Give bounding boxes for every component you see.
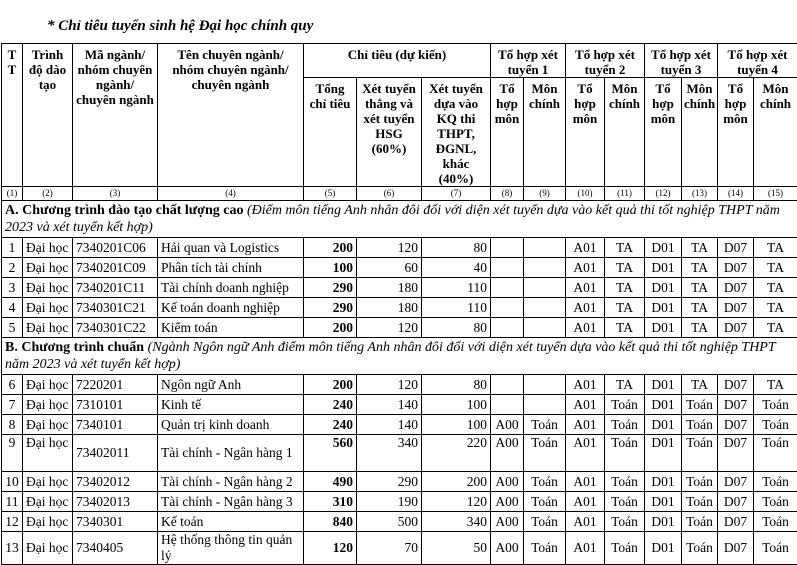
table-row bbox=[2, 395, 797, 415]
row-code: 7340301C21 bbox=[73, 298, 158, 318]
row-name: Kiểm toán bbox=[158, 318, 304, 338]
table-row bbox=[2, 415, 797, 435]
row-main-3: TA bbox=[682, 375, 718, 395]
row-main-4: Toán bbox=[754, 492, 797, 512]
row-main-2: Toán bbox=[605, 415, 645, 435]
row-combo-2: A01 bbox=[566, 435, 605, 472]
row-total: 200 bbox=[304, 318, 357, 338]
row-main-1: Toán bbox=[524, 532, 566, 565]
row-main-3: Toán bbox=[682, 435, 718, 472]
row-direct: 340 bbox=[357, 435, 422, 472]
row-direct: 180 bbox=[357, 298, 422, 318]
section-header bbox=[2, 338, 797, 375]
row-tt: 1 bbox=[2, 238, 23, 258]
row-combo-3: D01 bbox=[645, 492, 682, 512]
column-number-row bbox=[2, 187, 797, 201]
row-main-1 bbox=[524, 258, 566, 278]
row-direct: 120 bbox=[357, 318, 422, 338]
row-level: Đại học bbox=[23, 298, 73, 318]
table-row bbox=[2, 318, 797, 338]
table-row bbox=[2, 492, 797, 512]
header-main-4: Môn chính bbox=[754, 78, 797, 187]
row-tt: 7 bbox=[2, 395, 23, 415]
row-name: Tài chính doanh nghiệp bbox=[158, 278, 304, 298]
row-combo-4: D07 bbox=[718, 512, 754, 532]
col-number: (1) bbox=[2, 187, 23, 201]
row-name: Kinh tế bbox=[158, 395, 304, 415]
row-main-4: Toán bbox=[754, 415, 797, 435]
row-main-2: TA bbox=[605, 238, 645, 258]
row-combo-4: D07 bbox=[718, 415, 754, 435]
row-name: Quản trị kinh doanh bbox=[158, 415, 304, 435]
row-main-2: Toán bbox=[605, 512, 645, 532]
row-combo-3: D01 bbox=[645, 298, 682, 318]
row-total: 560 bbox=[304, 435, 357, 472]
col-number: (13) bbox=[682, 187, 718, 201]
row-main-3: Toán bbox=[682, 395, 718, 415]
row-main-1: Toán bbox=[524, 512, 566, 532]
header-level: Trình độ dào tạo bbox=[23, 44, 73, 187]
row-combo-1 bbox=[491, 318, 524, 338]
row-combo-1 bbox=[491, 278, 524, 298]
row-code: 7340405 bbox=[73, 532, 158, 565]
row-tt: 6 bbox=[2, 375, 23, 395]
row-level: Đại học bbox=[23, 318, 73, 338]
row-combo-4: D07 bbox=[718, 435, 754, 472]
row-tt: 12 bbox=[2, 512, 23, 532]
row-main-3: Toán bbox=[682, 415, 718, 435]
col-number: (8) bbox=[491, 187, 524, 201]
header-quota-exam: Xét tuyển dựa vào KQ thi THPT, ĐGNL, khác (40%) bbox=[422, 78, 491, 187]
row-code: 7340201C09 bbox=[73, 258, 158, 278]
table-row bbox=[2, 532, 797, 565]
row-name: Tài chính - Ngân hàng 3 bbox=[158, 492, 304, 512]
table-row bbox=[2, 512, 797, 532]
header-combo-group-2: Tổ hợp xét tuyển 2 bbox=[566, 44, 645, 78]
row-level: Đại học bbox=[23, 435, 73, 472]
header-quota-group: Chỉ tiêu (dự kiến) bbox=[304, 44, 491, 78]
header-combo-4: Tổ hợp môn bbox=[718, 78, 754, 187]
row-main-3: Toán bbox=[682, 492, 718, 512]
row-combo-3: D01 bbox=[645, 258, 682, 278]
row-main-2: Toán bbox=[605, 492, 645, 512]
row-main-2: TA bbox=[605, 258, 645, 278]
col-number: (7) bbox=[422, 187, 491, 201]
row-combo-4: D07 bbox=[718, 258, 754, 278]
row-direct: 190 bbox=[357, 492, 422, 512]
row-direct: 120 bbox=[357, 238, 422, 258]
row-direct: 70 bbox=[357, 532, 422, 565]
row-combo-3: D01 bbox=[645, 435, 682, 472]
row-main-1: Toán bbox=[524, 435, 566, 472]
row-main-4: Toán bbox=[754, 435, 797, 472]
header-combo-2: Tổ hợp môn bbox=[566, 78, 605, 187]
row-total: 200 bbox=[304, 375, 357, 395]
row-exam: 40 bbox=[422, 258, 491, 278]
row-main-2: Toán bbox=[605, 472, 645, 492]
row-main-1 bbox=[524, 278, 566, 298]
header-quota-total: Tổng chỉ tiêu bbox=[304, 78, 357, 187]
row-combo-4: D07 bbox=[718, 532, 754, 565]
row-direct: 180 bbox=[357, 278, 422, 298]
row-exam: 80 bbox=[422, 238, 491, 258]
row-combo-2: A01 bbox=[566, 472, 605, 492]
row-exam: 100 bbox=[422, 415, 491, 435]
row-total: 100 bbox=[304, 258, 357, 278]
row-total: 290 bbox=[304, 298, 357, 318]
row-tt: 3 bbox=[2, 278, 23, 298]
table-header bbox=[2, 44, 797, 201]
row-tt: 13 bbox=[2, 532, 23, 565]
table-row bbox=[2, 375, 797, 395]
row-tt: 9 bbox=[2, 435, 23, 472]
row-total: 840 bbox=[304, 512, 357, 532]
row-main-3: Toán bbox=[682, 512, 718, 532]
row-code: 7340101 bbox=[73, 415, 158, 435]
row-combo-2: A01 bbox=[566, 238, 605, 258]
row-name: Phân tích tài chính bbox=[158, 258, 304, 278]
header-name: Tên chuyên ngành/ nhóm chuyên ngành/ chuyên ngành bbox=[158, 44, 304, 187]
row-main-4: Toán bbox=[754, 395, 797, 415]
row-main-1 bbox=[524, 395, 566, 415]
row-name: Kế toán doanh nghiệp bbox=[158, 298, 304, 318]
row-combo-4: D07 bbox=[718, 492, 754, 512]
row-name: Kế toán bbox=[158, 512, 304, 532]
table-row bbox=[2, 298, 797, 318]
row-level: Đại học bbox=[23, 238, 73, 258]
row-exam: 340 bbox=[422, 512, 491, 532]
row-exam: 110 bbox=[422, 278, 491, 298]
row-main-4: Toán bbox=[754, 472, 797, 492]
row-combo-2: A01 bbox=[566, 395, 605, 415]
row-level: Đại học bbox=[23, 375, 73, 395]
row-combo-2: A01 bbox=[566, 258, 605, 278]
row-direct: 60 bbox=[357, 258, 422, 278]
row-main-4: TA bbox=[754, 278, 797, 298]
row-total: 200 bbox=[304, 238, 357, 258]
row-main-2: TA bbox=[605, 375, 645, 395]
row-main-3: TA bbox=[682, 298, 718, 318]
row-main-4: TA bbox=[754, 375, 797, 395]
row-direct: 140 bbox=[357, 395, 422, 415]
header-tt: T T bbox=[2, 44, 23, 187]
row-main-4: Toán bbox=[754, 532, 797, 565]
header-combo-1: Tổ hợp môn bbox=[491, 78, 524, 187]
section-note: (Điểm môn tiếng Anh nhân đôi đối với diện xét tuyển dựa vào kết quả thi tốt nghiệp THPT năm 2023 và xét tuyển kết hợp) bbox=[5, 203, 780, 235]
table-row bbox=[2, 435, 797, 472]
row-main-2: TA bbox=[605, 278, 645, 298]
row-direct: 500 bbox=[357, 512, 422, 532]
col-number: (3) bbox=[73, 187, 158, 201]
row-combo-3: D01 bbox=[645, 512, 682, 532]
admission-quota-table bbox=[1, 43, 797, 565]
row-name: Tài chính - Ngân hàng 1 bbox=[158, 435, 304, 472]
row-main-4: Toán bbox=[754, 512, 797, 532]
table-row bbox=[2, 278, 797, 298]
row-total: 240 bbox=[304, 415, 357, 435]
row-combo-1 bbox=[491, 375, 524, 395]
row-level: Đại học bbox=[23, 415, 73, 435]
row-combo-1: A00 bbox=[491, 532, 524, 565]
row-combo-1 bbox=[491, 395, 524, 415]
row-total: 290 bbox=[304, 278, 357, 298]
row-tt: 8 bbox=[2, 415, 23, 435]
row-code: 7220201 bbox=[73, 375, 158, 395]
header-quota-direct: Xét tuyển thẳng và xét tuyển HSG (60%) bbox=[357, 78, 422, 187]
row-tt: 5 bbox=[2, 318, 23, 338]
row-combo-1: A00 bbox=[491, 492, 524, 512]
row-main-4: TA bbox=[754, 258, 797, 278]
row-combo-1: A00 bbox=[491, 415, 524, 435]
row-combo-4: D07 bbox=[718, 472, 754, 492]
row-main-1: Toán bbox=[524, 415, 566, 435]
col-number: (5) bbox=[304, 187, 357, 201]
row-exam: 100 bbox=[422, 395, 491, 415]
row-exam: 80 bbox=[422, 318, 491, 338]
row-combo-3: D01 bbox=[645, 278, 682, 298]
row-name: Ngôn ngữ Anh bbox=[158, 375, 304, 395]
row-exam: 220 bbox=[422, 435, 491, 472]
row-exam: 50 bbox=[422, 532, 491, 565]
row-combo-3: D01 bbox=[645, 395, 682, 415]
row-main-2: TA bbox=[605, 298, 645, 318]
row-combo-2: A01 bbox=[566, 375, 605, 395]
row-combo-1: A00 bbox=[491, 512, 524, 532]
header-combo-group-4: Tổ hợp xét tuyển 4 bbox=[718, 44, 797, 78]
row-level: Đại học bbox=[23, 512, 73, 532]
row-combo-3: D01 bbox=[645, 375, 682, 395]
row-combo-3: D01 bbox=[645, 415, 682, 435]
row-combo-2: A01 bbox=[566, 512, 605, 532]
row-main-2: Toán bbox=[605, 532, 645, 565]
header-combo-3: Tổ hợp môn bbox=[645, 78, 682, 187]
row-direct: 140 bbox=[357, 415, 422, 435]
row-combo-4: D07 bbox=[718, 278, 754, 298]
table-row bbox=[2, 472, 797, 492]
row-tt: 4 bbox=[2, 298, 23, 318]
row-code: 73402013 bbox=[73, 492, 158, 512]
col-number: (9) bbox=[524, 187, 566, 201]
header-main-1: Môn chính bbox=[524, 78, 566, 187]
row-code: 7340301C22 bbox=[73, 318, 158, 338]
row-total: 490 bbox=[304, 472, 357, 492]
row-main-3: TA bbox=[682, 278, 718, 298]
row-main-3: Toán bbox=[682, 472, 718, 492]
row-main-4: TA bbox=[754, 298, 797, 318]
row-main-2: Toán bbox=[605, 395, 645, 415]
section-title: B. Chương trình chuẩn bbox=[5, 340, 144, 355]
row-combo-4: D07 bbox=[718, 395, 754, 415]
row-combo-2: A01 bbox=[566, 415, 605, 435]
col-number: (4) bbox=[158, 187, 304, 201]
row-combo-2: A01 bbox=[566, 532, 605, 565]
header-main-2: Môn chính bbox=[605, 78, 645, 187]
row-combo-3: D01 bbox=[645, 472, 682, 492]
col-number: (15) bbox=[754, 187, 797, 201]
row-tt: 2 bbox=[2, 258, 23, 278]
row-combo-1 bbox=[491, 298, 524, 318]
row-combo-3: D01 bbox=[645, 318, 682, 338]
row-tt: 11 bbox=[2, 492, 23, 512]
row-main-4: TA bbox=[754, 238, 797, 258]
row-combo-1 bbox=[491, 238, 524, 258]
row-code: 73402011 bbox=[73, 435, 158, 472]
row-main-1 bbox=[524, 318, 566, 338]
row-exam: 120 bbox=[422, 492, 491, 512]
row-direct: 120 bbox=[357, 375, 422, 395]
row-combo-1: A00 bbox=[491, 472, 524, 492]
row-total: 310 bbox=[304, 492, 357, 512]
row-combo-4: D07 bbox=[718, 318, 754, 338]
row-code: 7340301 bbox=[73, 512, 158, 532]
row-combo-2: A01 bbox=[566, 278, 605, 298]
row-main-3: Toán bbox=[682, 532, 718, 565]
col-number: (6) bbox=[357, 187, 422, 201]
table-body bbox=[2, 201, 797, 565]
row-combo-1 bbox=[491, 258, 524, 278]
section-header-row bbox=[2, 201, 797, 238]
table-row bbox=[2, 238, 797, 258]
row-combo-2: A01 bbox=[566, 298, 605, 318]
row-exam: 200 bbox=[422, 472, 491, 492]
row-main-2: Toán bbox=[605, 435, 645, 472]
row-main-4: TA bbox=[754, 318, 797, 338]
row-combo-3: D01 bbox=[645, 238, 682, 258]
row-exam: 110 bbox=[422, 298, 491, 318]
header-code: Mã ngành/ nhóm chuyên ngành/ chuyên ngành bbox=[73, 44, 158, 187]
section-header bbox=[2, 201, 797, 238]
row-main-3: TA bbox=[682, 238, 718, 258]
col-number: (10) bbox=[566, 187, 605, 201]
row-name: Tài chính - Ngân hàng 2 bbox=[158, 472, 304, 492]
row-code: 73402012 bbox=[73, 472, 158, 492]
row-combo-2: A01 bbox=[566, 492, 605, 512]
table-row bbox=[2, 258, 797, 278]
col-number: (14) bbox=[718, 187, 754, 201]
row-main-1: Toán bbox=[524, 472, 566, 492]
row-level: Đại học bbox=[23, 395, 73, 415]
row-main-2: TA bbox=[605, 318, 645, 338]
page-title: * Chỉ tiêu tuyển sinh hệ Đại học chính quy bbox=[47, 18, 313, 35]
section-note: (Ngành Ngôn ngữ Anh điểm môn tiếng Anh nhân đôi đối với diện xét tuyển dựa vào kết quả thi tốt nghiệp THPT năm 2023 và xét tuyển kết hợp) bbox=[5, 340, 775, 372]
section-header-row bbox=[2, 338, 797, 375]
row-main-1 bbox=[524, 298, 566, 318]
row-main-1 bbox=[524, 375, 566, 395]
row-total: 120 bbox=[304, 532, 357, 565]
row-tt: 10 bbox=[2, 472, 23, 492]
row-main-3: TA bbox=[682, 258, 718, 278]
header-main-3: Môn chính bbox=[682, 78, 718, 187]
row-total: 240 bbox=[304, 395, 357, 415]
row-level: Đại học bbox=[23, 258, 73, 278]
row-code: 7310101 bbox=[73, 395, 158, 415]
row-level: Đại học bbox=[23, 492, 73, 512]
row-direct: 290 bbox=[357, 472, 422, 492]
header-combo-group-1: Tổ hợp xét tuyển 1 bbox=[491, 44, 566, 78]
row-level: Đại học bbox=[23, 532, 73, 565]
row-combo-4: D07 bbox=[718, 238, 754, 258]
row-level: Đại học bbox=[23, 278, 73, 298]
row-main-1: Toán bbox=[524, 492, 566, 512]
row-code: 7340201C06 bbox=[73, 238, 158, 258]
row-level: Đại học bbox=[23, 472, 73, 492]
section-title: A. Chương trình đào tạo chất lượng cao bbox=[5, 203, 243, 218]
row-combo-2: A01 bbox=[566, 318, 605, 338]
row-name: Hải quan và Logistics bbox=[158, 238, 304, 258]
col-number: (11) bbox=[605, 187, 645, 201]
row-combo-4: D07 bbox=[718, 375, 754, 395]
header-combo-group-3: Tổ hợp xét tuyển 3 bbox=[645, 44, 718, 78]
row-main-3: TA bbox=[682, 318, 718, 338]
row-code: 7340201C11 bbox=[73, 278, 158, 298]
row-name: Hệ thống thông tin quản lý bbox=[158, 532, 304, 565]
col-number: (2) bbox=[23, 187, 73, 201]
row-exam: 80 bbox=[422, 375, 491, 395]
row-combo-4: D07 bbox=[718, 298, 754, 318]
row-combo-3: D01 bbox=[645, 532, 682, 565]
col-number: (12) bbox=[645, 187, 682, 201]
row-combo-1: A00 bbox=[491, 435, 524, 472]
row-main-1 bbox=[524, 238, 566, 258]
